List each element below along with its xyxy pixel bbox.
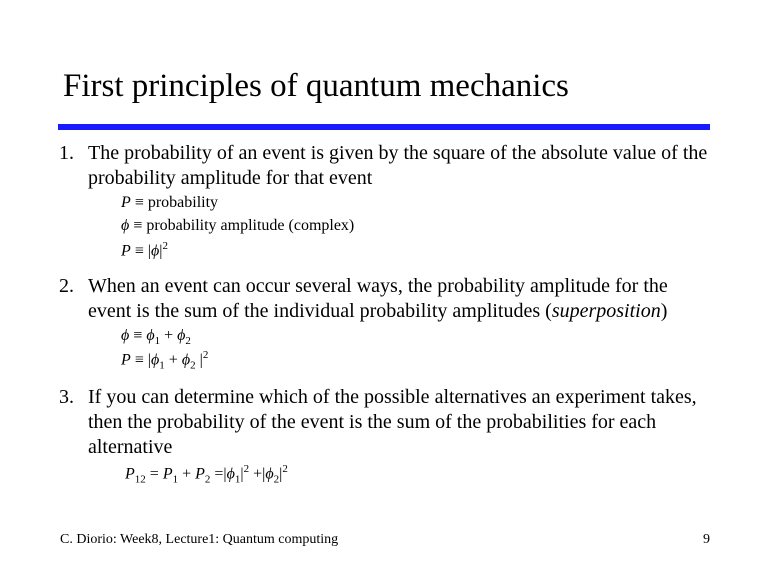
item-number: 2. [59,275,74,297]
equation-alternatives: $P_{12} = P_1 + P_2 =|\phi_1|^2 +|\phi_2|^2$ [125,463,288,486]
page-number: 9 [703,532,710,547]
emphasis-superposition: superposition [551,300,661,322]
equation-superposition: $\phi \equiv \phi_1 + \phi_2$ [121,327,191,348]
title-underline [58,124,710,130]
item-text: When an event can occur several ways, the probability amplitude for the event is the sum of the individual probability amplitudes (superposition) [88,275,668,322]
eq-description: probability [147,194,219,211]
eq-symbol: ϕ [121,217,130,234]
item-number: 3. [59,386,74,408]
item-number: 1. [59,142,74,164]
list-item-3 [59,385,710,460]
equation-probability: P ≡ probability [121,194,219,211]
equation-square: $P \equiv |\phi|^2$ [121,240,168,260]
eq-symbol: P [121,194,131,211]
list-item-1 [59,141,713,191]
item-text: If you can determine which of the possible alternatives an experiment takes, then the probability of the event is the sum of the probabilities for each alternative [88,386,697,458]
equation-superposition-probability: $P \equiv |\phi_1 + \phi_2$ $|^2$ [121,349,209,372]
slide-title: First principles of quantum mechanics [63,68,569,104]
eq-description: probability amplitude (complex) [146,217,355,234]
item-text: The probability of an event is given by the square of the absolute value of the probability amplitude for that event [88,142,708,189]
list-item-2 [59,274,713,324]
footer-course-label: C. Diorio: Week8, Lecture1: Quantum computing [60,532,339,547]
equation-amplitude: ϕ ≡ probability amplitude (complex) [121,217,355,234]
